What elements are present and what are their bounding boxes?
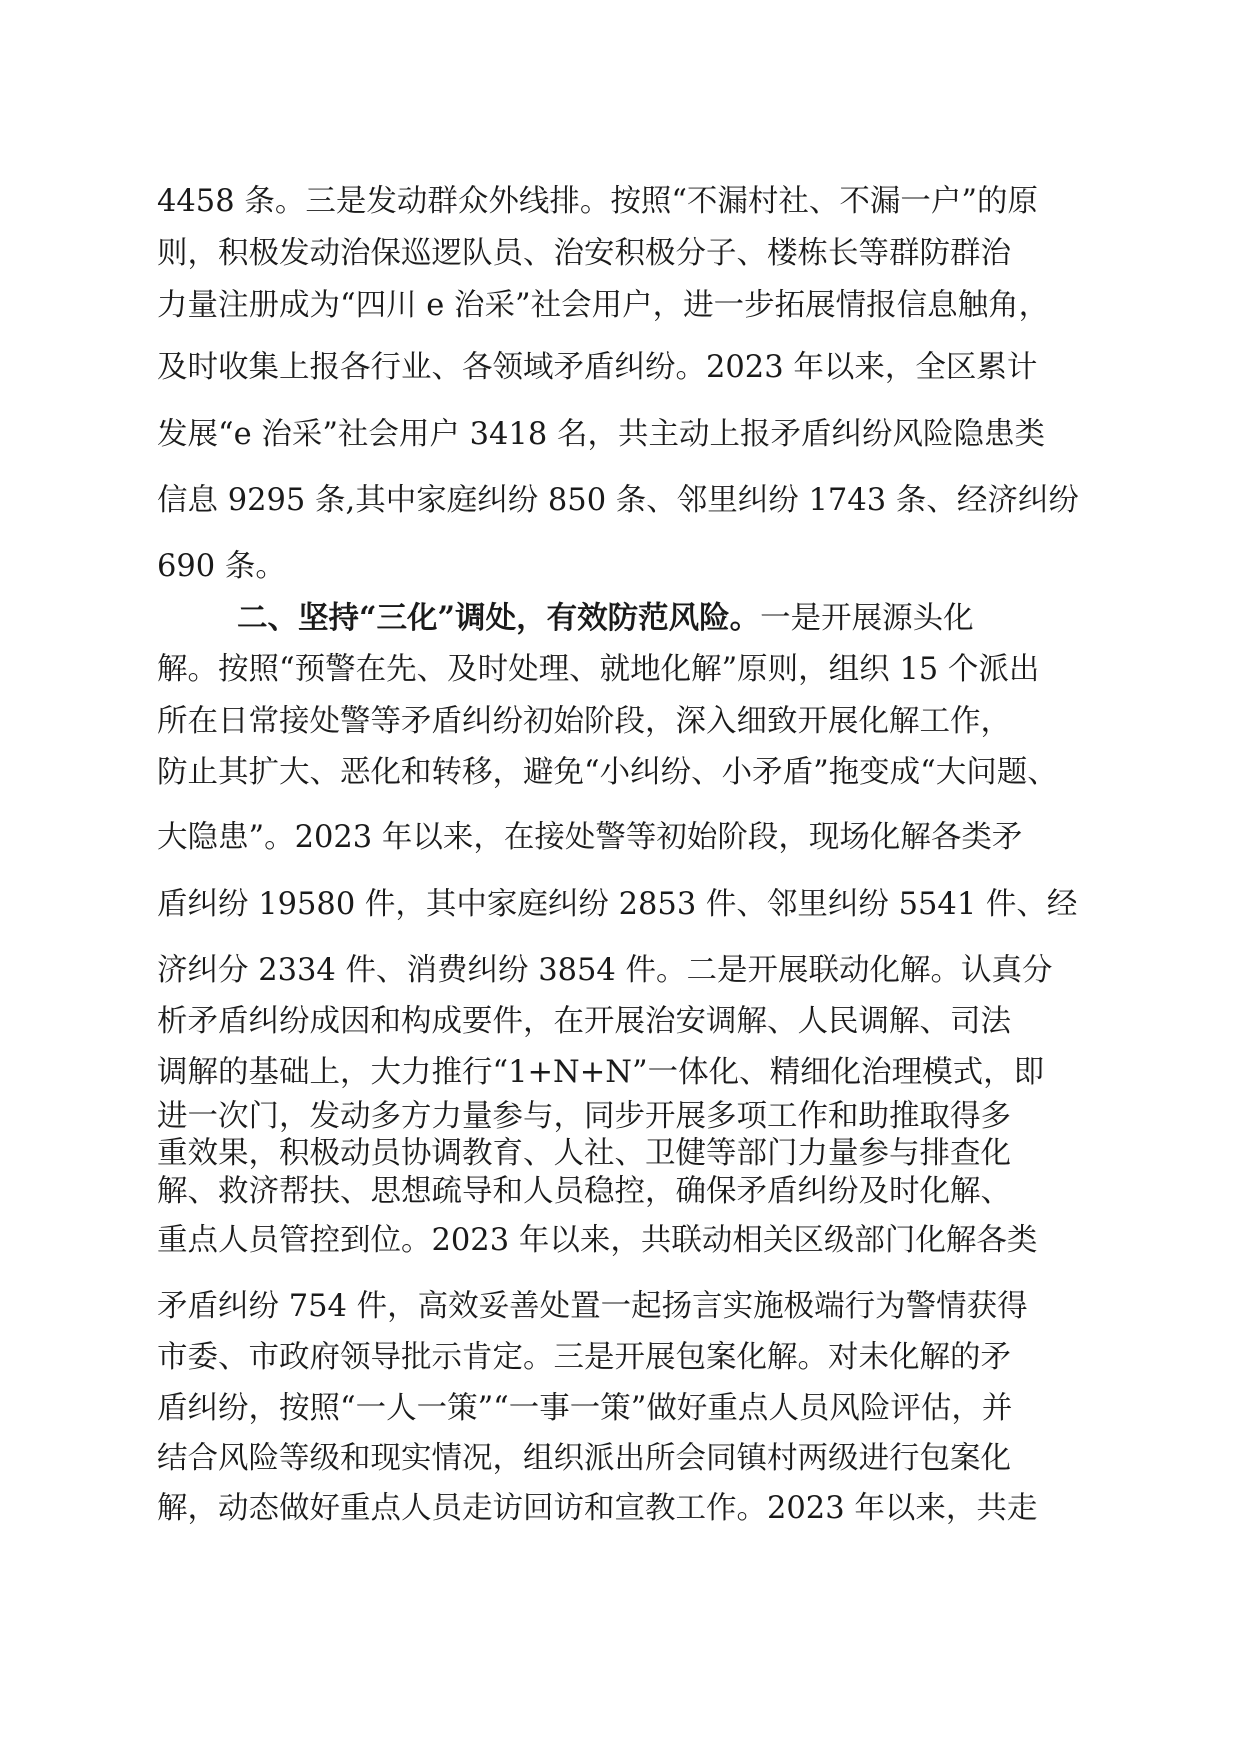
- text-line: 调解的基础上，大力推行“1+N+N”一体化、精细化治理模式，即: [157, 1055, 1045, 1090]
- text-line: 及时收集上报各行业、各领域矛盾纠纷。2023 年以来，全区累计: [157, 350, 1038, 385]
- text-line: 盾纠纷 19580 件，其中家庭纠纷 2853 件、邻里纠纷 5541 件、经: [157, 887, 1078, 922]
- heading-line-rest: 一是开展源头化: [760, 601, 974, 636]
- paragraph-heading-line: [237, 598, 974, 638]
- text-line: 盾纠纷，按照“一人一策”“一事一策”做好重点人员风险评估，并: [157, 1391, 1013, 1426]
- text-line: 矛盾纠纷 754 件，高效妥善处置一起扬言实施极端行为警情获得: [157, 1289, 1028, 1324]
- text-line: 重效果，积极动员协调教育、人社、卫健等部门力量参与排查化: [157, 1136, 1011, 1171]
- text-line: 力量注册成为“四川 e 治采”社会用户，进一步拓展情报信息触角，: [157, 288, 1050, 323]
- text-line: 所在日常接处警等矛盾纠纷初始阶段，深入细致开展化解工作，: [157, 704, 1011, 739]
- text-line: 则，积极发动治保巡逻队员、治安积极分子、楼栋长等群防群治: [157, 236, 1011, 271]
- section-heading: 二、坚持“三化”调处，有效防范风险。: [237, 600, 761, 636]
- text-line: 防止其扩大、恶化和转移，避免“小纠纷、小矛盾”拖变成“大问题、: [157, 755, 1058, 790]
- text-line: 进一次门，发动多方力量参与，同步开展多项工作和助推取得多: [157, 1099, 1011, 1134]
- text-line: 信息 9295 条,其中家庭纠纷 850 条、邻里纠纷 1743 条、经济纠纷: [157, 483, 1079, 518]
- text-line: 发展“e 治采”社会用户 3418 名，共主动上报矛盾纠纷风险隐患类: [157, 417, 1045, 452]
- text-line: 解、救济帮扶、思想疏导和人员稳控，确保矛盾纠纷及时化解、: [157, 1174, 1011, 1209]
- text-line: 解，动态做好重点人员走访回访和宣教工作。2023 年以来，共走: [157, 1491, 1038, 1526]
- text-line: 大隐患”。2023 年以来，在接处警等初始阶段，现场化解各类矛: [157, 820, 1023, 855]
- text-line: 析矛盾纠纷成因和构成要件，在开展治安调解、人民调解、司法: [157, 1004, 1011, 1039]
- text-line: 690 条。: [157, 549, 286, 584]
- text-line: 4458 条。三是发动群众外线排。按照“不漏村社、不漏一户”的原: [157, 184, 1038, 219]
- text-line: 济纠分 2334 件、消费纠纷 3854 件。二是开展联动化解。认真分: [157, 953, 1053, 988]
- text-line: 重点人员管控到位。2023 年以来，共联动相关区级部门化解各类: [157, 1223, 1038, 1258]
- text-line: 市委、市政府领导批示肯定。三是开展包案化解。对未化解的矛: [157, 1340, 1011, 1375]
- text-line: 解。按照“预警在先、及时处理、就地化解”原则，组织 15 个派出: [157, 652, 1040, 687]
- text-line: 结合风险等级和现实情况，组织派出所会同镇村两级进行包案化: [157, 1441, 1011, 1476]
